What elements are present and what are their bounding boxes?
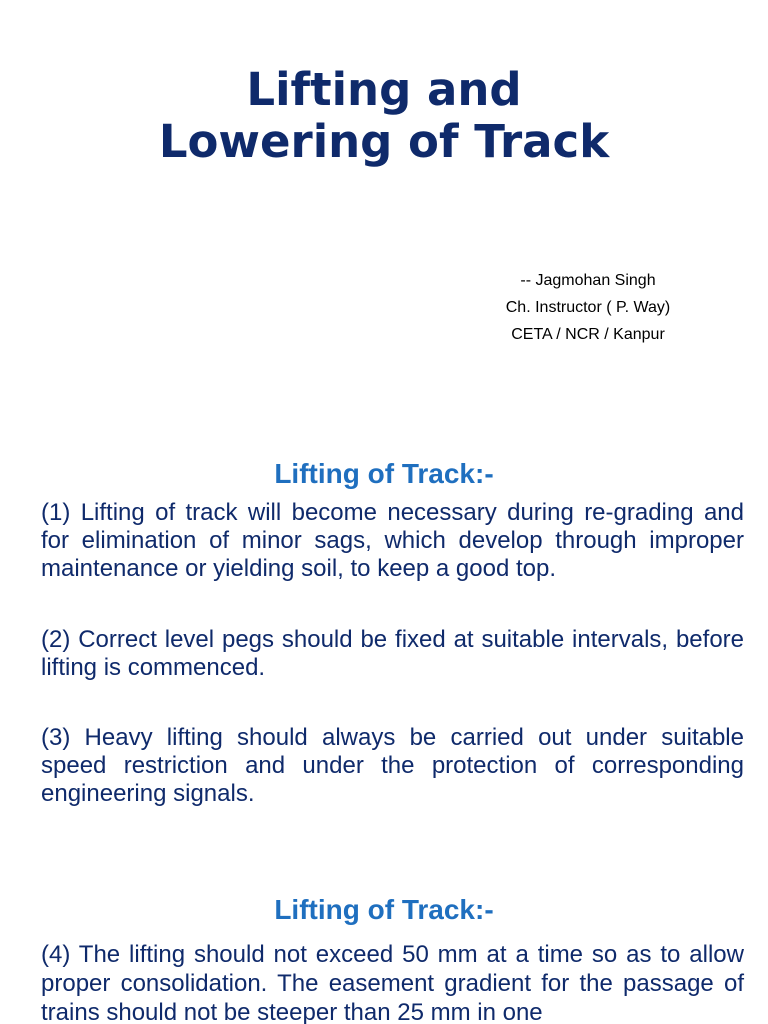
paragraph-2: (2) Correct level pegs should be fixed at suitable intervals, before lifting is commenced. bbox=[41, 626, 744, 681]
content-slide-1 bbox=[0, 430, 768, 866]
section-heading: Lifting of Track:- bbox=[274, 894, 494, 925]
author-designation: Ch. Instructor ( P. Way) bbox=[505, 299, 671, 316]
author-block bbox=[448, 267, 728, 348]
author-name: -- Jagmohan Singh bbox=[520, 272, 656, 289]
paragraph-3: (3) Heavy lifting should always be carried out under suitable speed restriction and under the protection of corresponding engineering signals. bbox=[41, 724, 744, 807]
paragraph-1: (1) Lifting of track will become necessary during re-grading and for elimination of minor sags, which develop through improper maintenance or yielding soil, to keep a good top. bbox=[41, 499, 744, 582]
author-organization: CETA / NCR / Kanpur bbox=[511, 326, 665, 343]
section-heading: Lifting of Track:- bbox=[274, 458, 494, 489]
title-line-2: Lowering of Track bbox=[158, 115, 610, 168]
title-slide bbox=[0, 0, 768, 430]
page-title bbox=[0, 64, 768, 168]
content-slide-2 bbox=[0, 866, 768, 1024]
paragraph-4: (4) The lifting should not exceed 50 mm at a time so as to allow proper consolidation. The easement gradient for the passage of trains should not be steeper than 25 mm in one bbox=[41, 941, 744, 1024]
title-line-1: Lifting and bbox=[246, 63, 522, 116]
